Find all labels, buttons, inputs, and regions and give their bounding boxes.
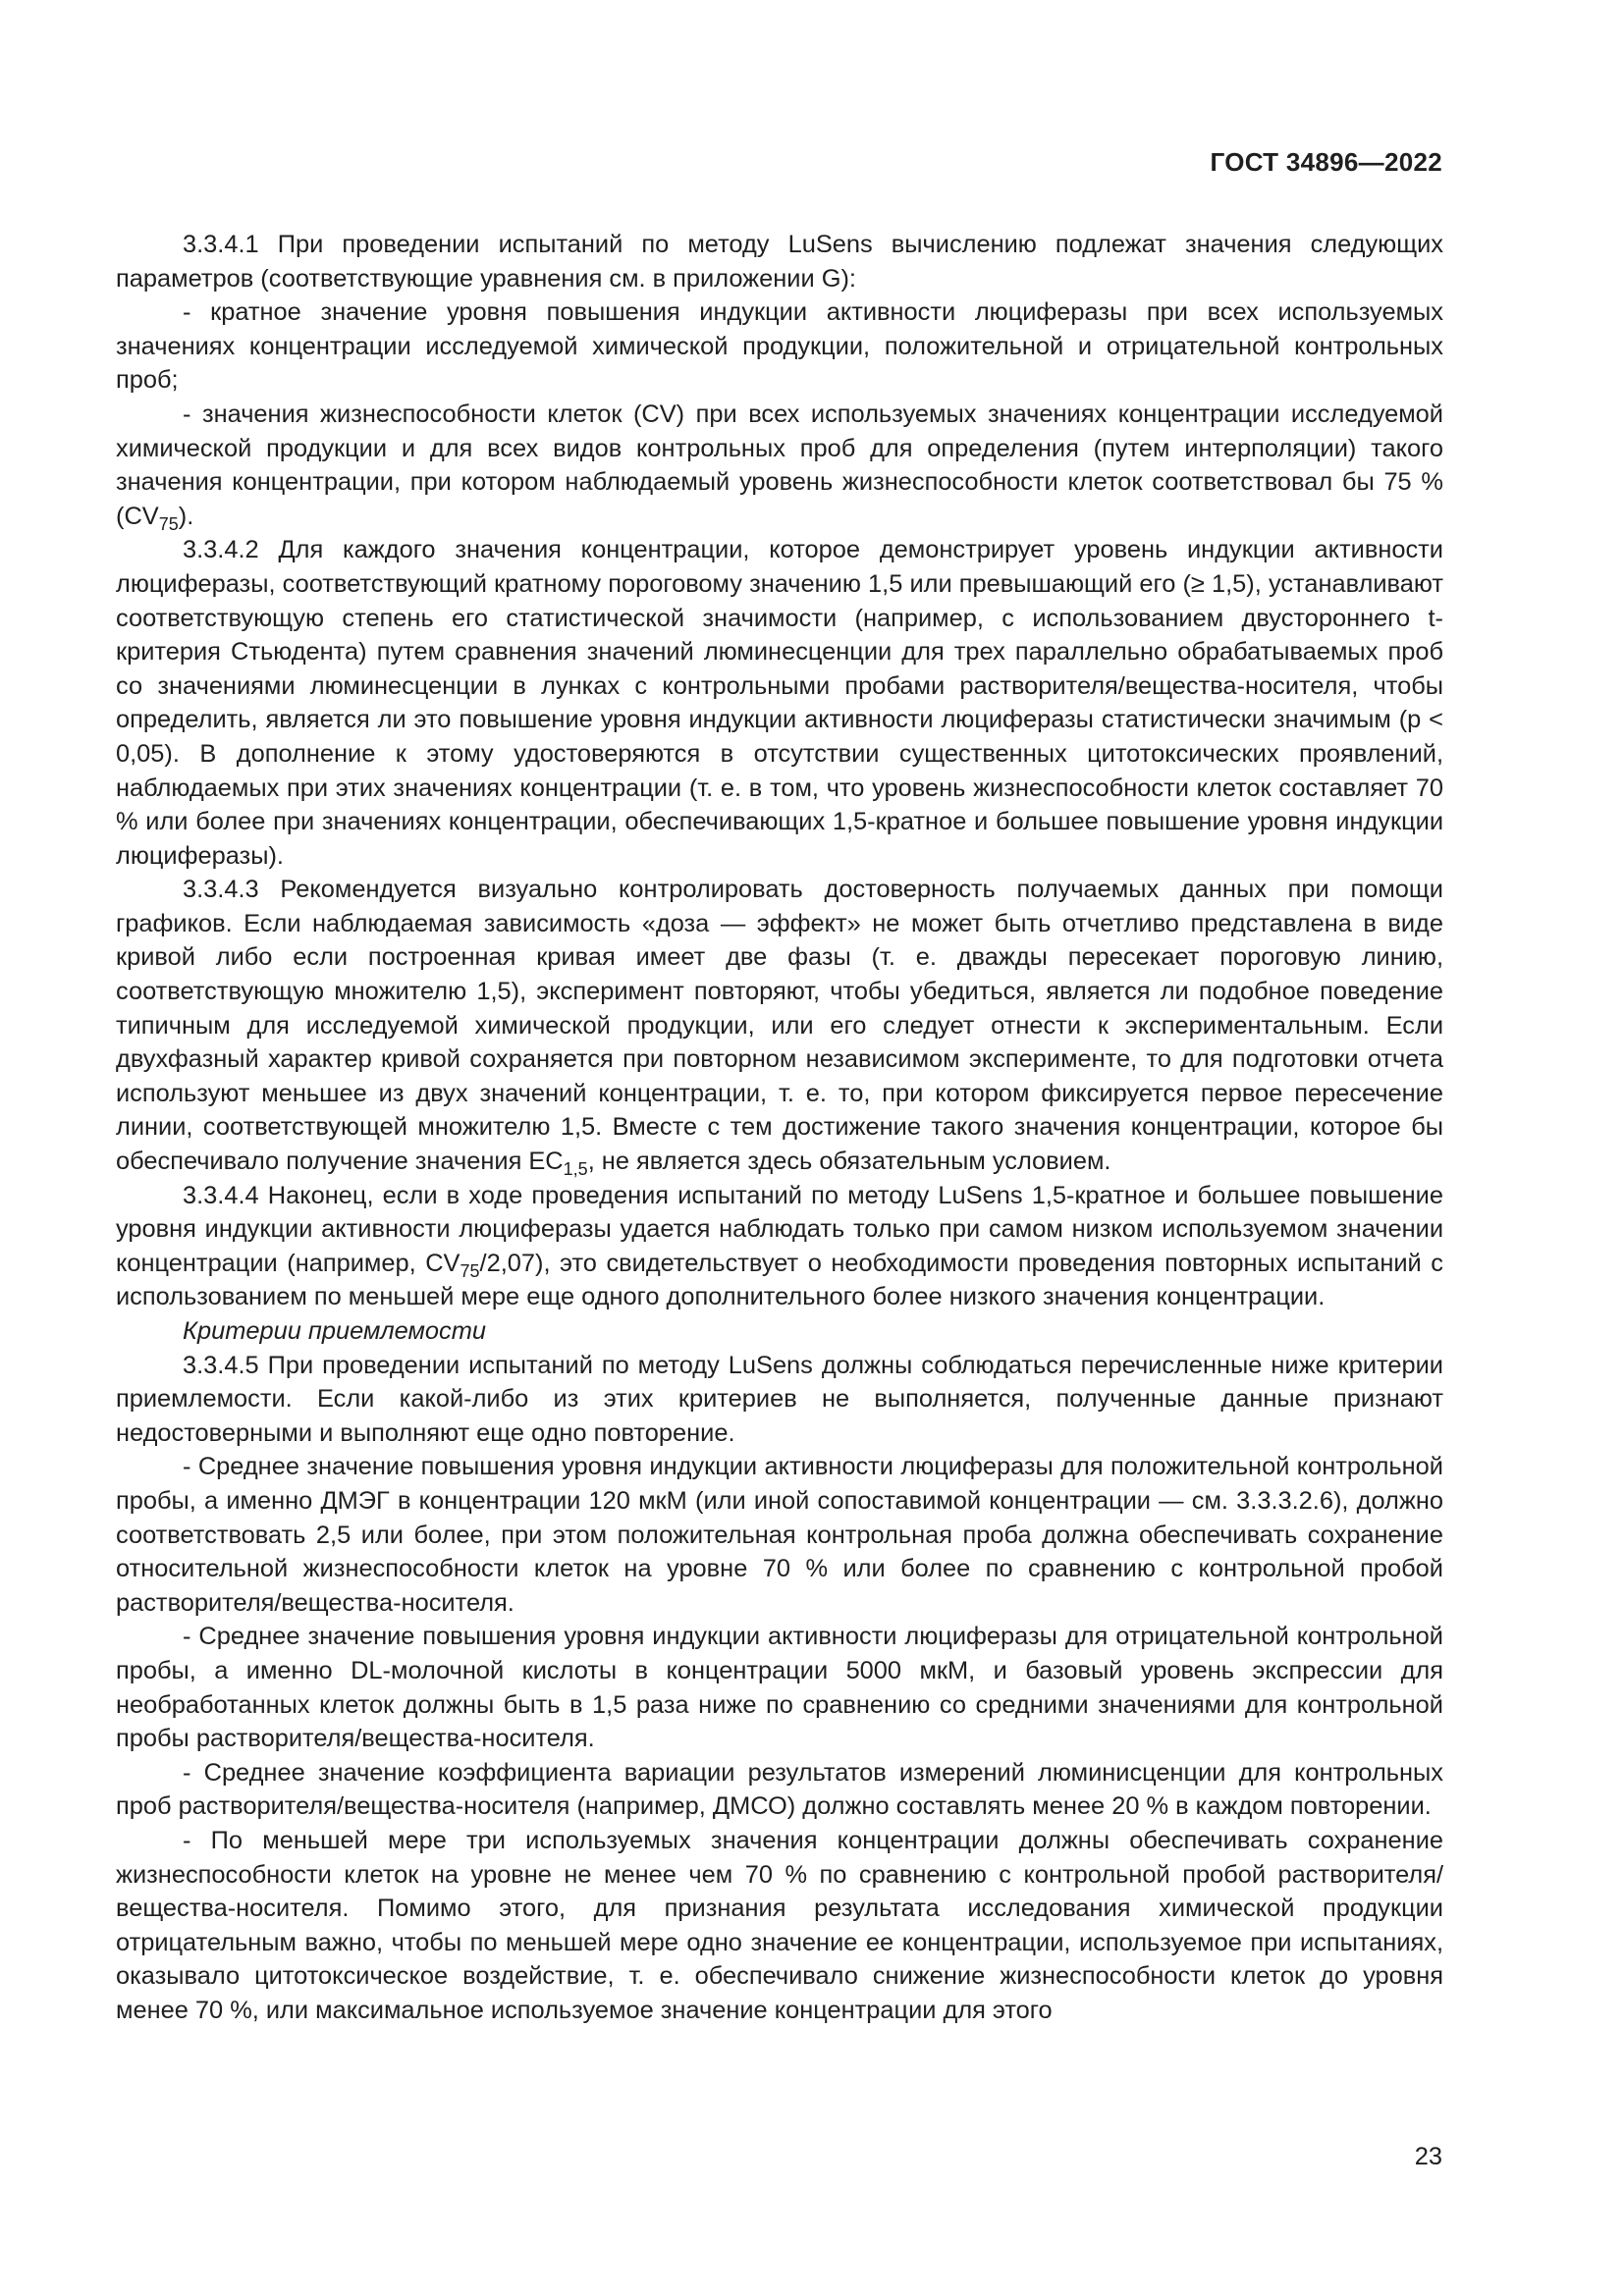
text-segment: 3.3.4.5 При проведении испытаний по методу LuSens должны соблюдаться перечисленные ниже критерии приемлемости. Если какой-либо из этих критериев не выполняется, полученные данные признают недостоверными и выполняют еще одно повторение.	[116, 1351, 1443, 1447]
text-segment: , не является здесь обязательным условием.	[587, 1148, 1111, 1176]
text-segment: - По меньшей мере три используемых значения концентрации должны обеспечивать сохранение жизнеспособности клеток на уровне не менее чем 70 % по сравнению с контрольной пробой растворителя/вещества-носителя. Помимо этого, для признания результата исследования химической продукции отрицательным важно, чтобы по меньшей мере одно значение ее концентрации, используемое при испытаниях, оказывало цитотоксическое воздействие, т. е. обеспечивало снижение жизнеспособности клеток до уровня менее 70 %, или максимальное используемое значение концентрации для этого	[116, 1826, 1443, 2024]
list-item	[116, 1824, 1443, 2028]
text-segment: - Среднее значение повышения уровня индукции активности люциферазы для положительной контрольной пробы, а именно ДМЭГ в концентрации 120 мкМ (или иной сопоставимой концентрации — см. 3.3.3.2.6), должно соответствовать 2,5 или более, при этом положительная контрольная проба должна обеспечивать сохранение относительной жизнеспособности клеток на уровне 70 % или более по сравнению с контрольной пробой растворителя/вещества-носителя.	[116, 1453, 1443, 1617]
list-item	[116, 398, 1443, 533]
paragraph	[116, 1349, 1443, 1451]
paragraph	[116, 1179, 1443, 1314]
text-segment: /2,07), это свидетельствует о необходимости проведения повторных испытаний с использованием по меньшей мере еще одного дополнительного более низкого значения концентрации.	[116, 1249, 1443, 1311]
text-segment: 3.3.4.2 Для каждого значения концентрации, которое демонстрирует уровень индукции активности люциферазы, соответствующий кратному пороговому значению 1,5 или превышающий его (≥ 1,5), устанавливают соответствующую степень его статистической значимости (например, с использованием двустороннего t-критерия Стьюдента) путем сравнения значений люминесценции для трех параллельно обрабатываемых проб со значениями люминесценции в лунках с контрольными пробами растворителя/вещества-носителя, чтобы определить, является ли это повышение уровня индукции активности люциферазы статистически значимым (р < 0,05). В дополнение к этому удостоверяются в отсутствии существенных цитотоксических проявлений, наблюдаемых при этих значениях концентрации (т. е. в том, что уровень жизнеспособности клеток составляет 70 % или более при значениях концентрации, обеспечивающих 1,5-кратное и большее повышение уровня индукции люциферазы).	[116, 536, 1443, 870]
text-segment: 3.3.4.1 При проведении испытаний по методу LuSens вычислению подлежат значения следующих параметров (соответствующие уравнения см. в приложении G):	[116, 231, 1443, 293]
text-segment: - Среднее значение коэффициента вариации результатов измерений люминисценции для контрольных проб растворителя/вещества-носителя (например, ДМСО) должно составлять менее 20 % в каждом повторении.	[116, 1758, 1443, 1821]
text-segment: - кратное значение уровня повышения индукции активности люциферазы при всех используемых значениях концентрации исследуемой химической продукции, положительной и отрицательной контрольных проб;	[116, 298, 1443, 395]
list-item	[116, 295, 1443, 398]
page-number: 23	[1414, 2143, 1442, 2170]
text-segment: - значения жизнеспособности клеток (CV) при всех используемых значениях концентрации исследуемой химической продукции и для всех видов контрольных проб для определения (путем интерполяции) такого значения концентрации, при котором наблюдаемый уровень жизнеспособности клеток соответствовал бы 75 % (CV	[116, 400, 1443, 530]
text-segment: 3.3.4.4 Наконец, если в ходе проведения испытаний по методу LuSens 1,5-кратное и большее повышение уровня индукции активности люциферазы удается наблюдать только при самом низком используемом значении концентрации (например, CV	[116, 1181, 1443, 1277]
document-body	[116, 228, 1443, 2027]
text-segment: 3.3.4.3 Рекомендуется визуально контролировать достоверность получаемых данных при помощи графиков. Если наблюдаемая зависимость «доза — эффект» не может быть отчетливо представлена в виде кривой либо если построенная кривая имеет две фазы (т. е. дважды пересекает пороговую линию, соответствующую множителю 1,5), эксперимент повторяют, чтобы убедиться, является ли подобное поведение типичным для исследуемой химической продукции, или его следует отнести к экспериментальным. Если двухфазный характер кривой сохраняется при повторном независимом эксперименте, то для подготовки отчета используют меньшее из двух значений концентрации, т. е. то, при котором фиксируется первое пересечение линии, соответствующей множителю 1,5. Вместе с тем достижение такого значения концентрации, которое бы обеспечивало получение значения EC	[116, 876, 1443, 1176]
subscript: 75	[158, 513, 179, 534]
list-item	[116, 1450, 1443, 1620]
list-item	[116, 1620, 1443, 1755]
section-heading	[116, 1314, 1443, 1349]
text-segment: Критерии приемлемости	[183, 1317, 487, 1345]
paragraph	[116, 533, 1443, 873]
subscript: 1,5	[563, 1159, 588, 1180]
text-segment: ).	[178, 502, 194, 530]
subscript: 75	[460, 1260, 480, 1281]
paragraph	[116, 228, 1443, 295]
text-segment: - Среднее значение повышения уровня индукции активности люциферазы для отрицательной контрольной пробы, а именно DL-молочной кислоты в концентрации 5000 мкМ, и базовый уровень экспрессии для необработанных клеток должны быть в 1,5 раза ниже по сравнению со средними значениями для контрольной пробы растворителя/вещества-носителя.	[116, 1623, 1443, 1753]
paragraph	[116, 873, 1443, 1178]
list-item	[116, 1756, 1443, 1824]
standard-designation: ГОСТ 34896—2022	[1210, 147, 1442, 177]
